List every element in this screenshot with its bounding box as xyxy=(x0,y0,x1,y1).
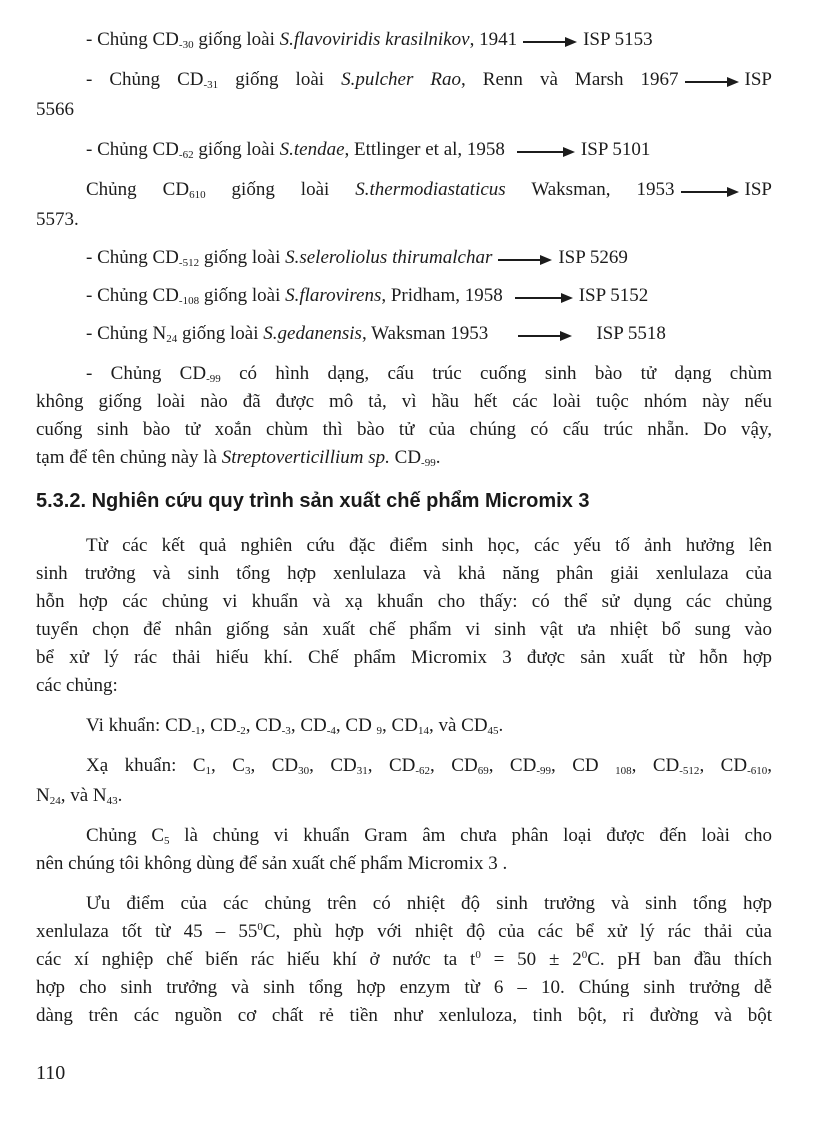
strain-line: - Chủng $N_{24}$ giống loài S.gedanensis, Waksman 1953 ISP 5518 xyxy=(86,323,666,345)
arrow-icon xyxy=(498,249,552,268)
section-heading: 5.3.2. Nghiên cứu quy trình sản xuất chế phẩm Micromix 3 xyxy=(36,490,590,512)
arrow-icon xyxy=(681,181,739,200)
paragraph-line: Ưu điểm của các chủng trên có nhiệt độ sinh trưởng và sinh tổng hợp xyxy=(86,893,772,914)
page-number: 110 xyxy=(36,1062,66,1084)
strain-line: - Chủng $CD_{-512}$ giống loài S.seleroliolus thirumalchar ISP 5269 xyxy=(86,247,628,269)
arrow-icon xyxy=(517,141,575,160)
strain-line: - Chủng $CD_{-108}$ giống loài S.flarovirens, Pridham, 1958 ISP 5152 xyxy=(86,285,649,307)
paragraph-line: các chủng: xyxy=(36,675,118,696)
paragraph-line: không giống loài nào đã được mô tả, vì hầu hết các loài tuộc nhóm này nếu xyxy=(36,391,772,412)
arrow-icon xyxy=(685,71,739,90)
strain-line: - Chủng $CD_{-62}$ giống loài S.tendae, Ettlinger et al, 1958 ISP 5101 xyxy=(86,139,651,161)
paragraph-line: các xí nghiệp chế biến rác hiếu khí ở nước ta $t^0 = 50 \pm 2^0C$. pH ban đầu thích xyxy=(36,949,772,970)
paragraph-line: cuống sinh bào tử xoắn chùm thì bào tử của chúng có cấu trúc nhẵn. Do vậy, xyxy=(36,419,772,440)
actinomycetes-list-continued: $N_{24}$, và $N_{43}$. xyxy=(36,785,123,807)
arrow-icon xyxy=(515,287,573,306)
bacteria-list: Vi khuẩn: $CD_{-1}$, $CD_{-2}$, $CD_{-3}$, $CD_{-4}$, CD $_9$, $CD_{14}$, và $CD_{45}$. xyxy=(86,715,504,737)
paragraph-line: tuyển chọn để nhân giống sản xuất chế phẩm vi sinh vật ưa nhiệt bổ sung vào xyxy=(36,619,772,640)
paragraph-line: sinh trưởng và sinh tổng hợp xenlulaza và khả năng phân giải xenlulaza của xyxy=(36,563,772,584)
strain-line: Chủng $CD_{610}$ giống loài S.thermodiastaticus Waksman, 1953 ISP xyxy=(86,179,772,201)
strain-line: - Chủng $CD_{-30}$ giống loài S.flavoviridis krasilnikov, 1941 ISP 5153 xyxy=(86,29,653,51)
arrow-icon xyxy=(518,325,572,344)
paragraph-line: bể xử lý rác thải hiếu khí. Chế phẩm Micromix 3 được sản xuất từ hỗn hợp xyxy=(36,647,772,668)
strain-line-continued: 5566 xyxy=(36,99,74,120)
paragraph-line: xenlulaza tốt từ $45 - 55^0C$, phù hợp với nhiệt độ của các bể xử lý rác thải của xyxy=(36,921,772,942)
paragraph-line: dàng trên các nguồn cơ chất rẻ tiền như xenluloza, tinh bột, rỉ đường và bột xyxy=(36,1005,772,1026)
paragraph-line: hợp cho sinh trưởng và sinh tổng hợp enzym từ 6 – 10. Chúng sinh trưởng dễ xyxy=(36,977,772,998)
paragraph-line: hỗn hợp các chủng vi khuẩn và xạ khuẩn cho thấy: có thể sử dụng các chủng xyxy=(36,591,772,612)
paragraph-line: Từ các kết quả nghiên cứu đặc điểm sinh học, các yếu tố ảnh hưởng lên xyxy=(86,535,772,556)
paragraph-line: tạm để tên chủng này là Streptoverticillium sp. $CD_{-99}$. xyxy=(36,447,441,469)
strain-line: - Chủng $CD_{-31}$ giống loài S.pulcher Rao, Renn và Marsh 1967 ISP xyxy=(86,69,772,91)
arrow-icon xyxy=(523,31,577,50)
paragraph-line: - Chủng $CD_{-99}$ có hình dạng, cấu trúc cuống sinh bào tử dạng chùm xyxy=(86,363,772,385)
paragraph-line: nên chúng tôi không dùng để sản xuất chế phẩm Micromix 3 . xyxy=(36,853,508,874)
actinomycetes-list: Xạ khuẩn: $C_1$, $C_3$, $CD_{30}$, $CD_{31}$, $CD_{-62}$, $CD_{69}$, $CD_{-99}$, CD $_{108}$, $CD_{-512}$, $CD_{-610}$, xyxy=(86,755,772,777)
paragraph-line: Chủng $C_5$ là chủng vi khuẩn Gram âm chưa phân loại được đến loài cho xyxy=(86,825,772,847)
strain-line-continued: 5573. xyxy=(36,209,79,230)
